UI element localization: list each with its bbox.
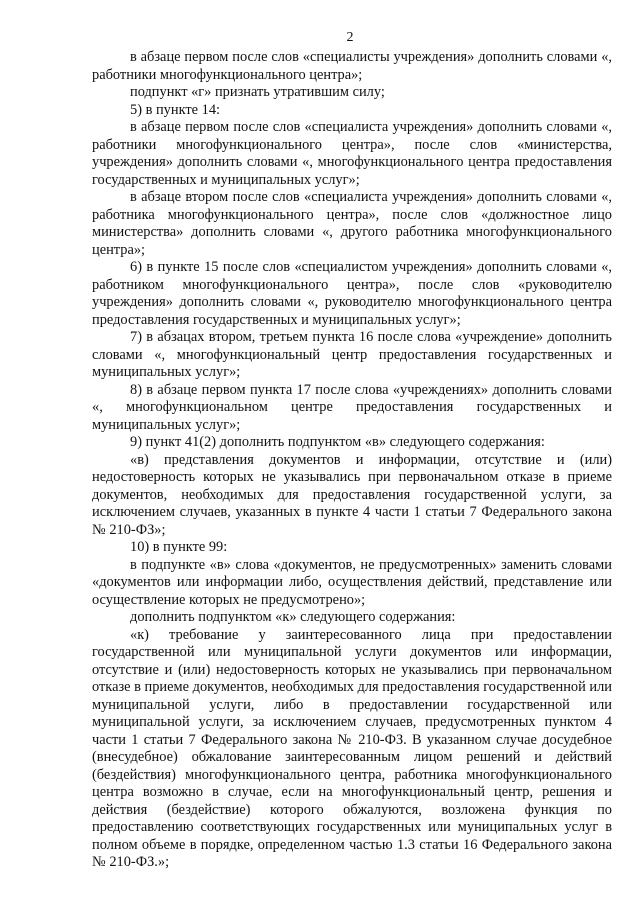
paragraph: дополнить подпунктом «к» следующего содержания: (130, 609, 456, 625)
paragraph: «к) требование у заинтересованного лица при предоставлении государственной или муниципальной услуги документов или информации, отсутствие и (или) недостоверность которых не указывались при первоначальном отказе в приеме документов, необходимых для предоставления государственной или муниципальной услуги, либо в предоставлении государственной или муниципальной услуги, за исключением случаев, предусмотренных пунктом 4 части 1 статьи 7 Федерального закона № 210-ФЗ. В указанном случае досудебное (внесудебное) обжалование заинтересованным лицом решений и действий (бездействия) многофункционального центра, работника многофункционального центра возможно в случае, если на многофункциональный центр, решения и действия (бездействие) которого обжалуются, возложена функция по предоставлению соответствующих государственных или муниципальных услуг в полном объеме в порядке, определенном частью 1.3 статьи 16 Федерального закона № 210-ФЗ.»; (92, 626, 612, 870)
paragraph: в подпункте «в» слова «документов, не предусмотренных» заменить словами «документов или информации либо, осуществления действий, представление или осуществление которых не предусмотрено»; (92, 556, 612, 608)
paragraph: подпункт «г» признать утратившим силу; (130, 84, 385, 100)
paragraph: 10) в пункте 99: (130, 539, 228, 555)
paragraph: «в) представления документов и информации, отсутствие и (или) недостоверность которых не указывались при первоначальном отказе в приеме документов, необходимых для предоставления государственной услуги, за исключением случаев, указанных в пункте 4 части 1 статьи 7 Федерального закона № 210-ФЗ»; (92, 451, 612, 538)
paragraph: 5) в пункте 14: (130, 101, 221, 118)
paragraph: в абзаце первом после слов «специалисты учреждения» дополнить словами «, работники многофункционального центра»; (92, 49, 612, 83)
paragraph: в абзаце втором после слов «специалиста учреждения» дополнить словами «, работника многофункционального центра», после слов «должностное лицо министерства» дополнить словами «, другого работника многофункционального центра»; (92, 189, 612, 258)
paragraph: в абзаце первом после слов «специалиста учреждения» дополнить словами «, работники многофункционального центра», после слов «министерства, учреждения» дополнить словами «, многофункционального центра предоставления государственных и муниципальных услуг»; (92, 119, 612, 188)
page-number: 2 (346, 30, 354, 45)
document-body (92, 49, 612, 872)
paragraph: 9) пункт 41(2) дополнить подпунктом «в» следующего содержания: (130, 434, 545, 450)
paragraph: 6) в пункте 15 после слов «специалистом учреждения» дополнить словами «, работником многофункционального центра», после слов «руководителю учреждения» дополнить словами «, руководителю многофункционального центра предоставления государственных и муниципальных услуг»; (92, 259, 612, 328)
paragraph: 7) в абзацах втором, третьем пункта 16 после слова «учреждение» дополнить словами «, многофункциональный центр предоставления государственных и муниципальных услуг»; (92, 329, 612, 380)
paragraph: 8) в абзаце первом пункта 17 после слова «учреждениях» дополнить словами «, многофункциональном центре предоставления государственных и муниципальных услуг»; (92, 381, 612, 433)
